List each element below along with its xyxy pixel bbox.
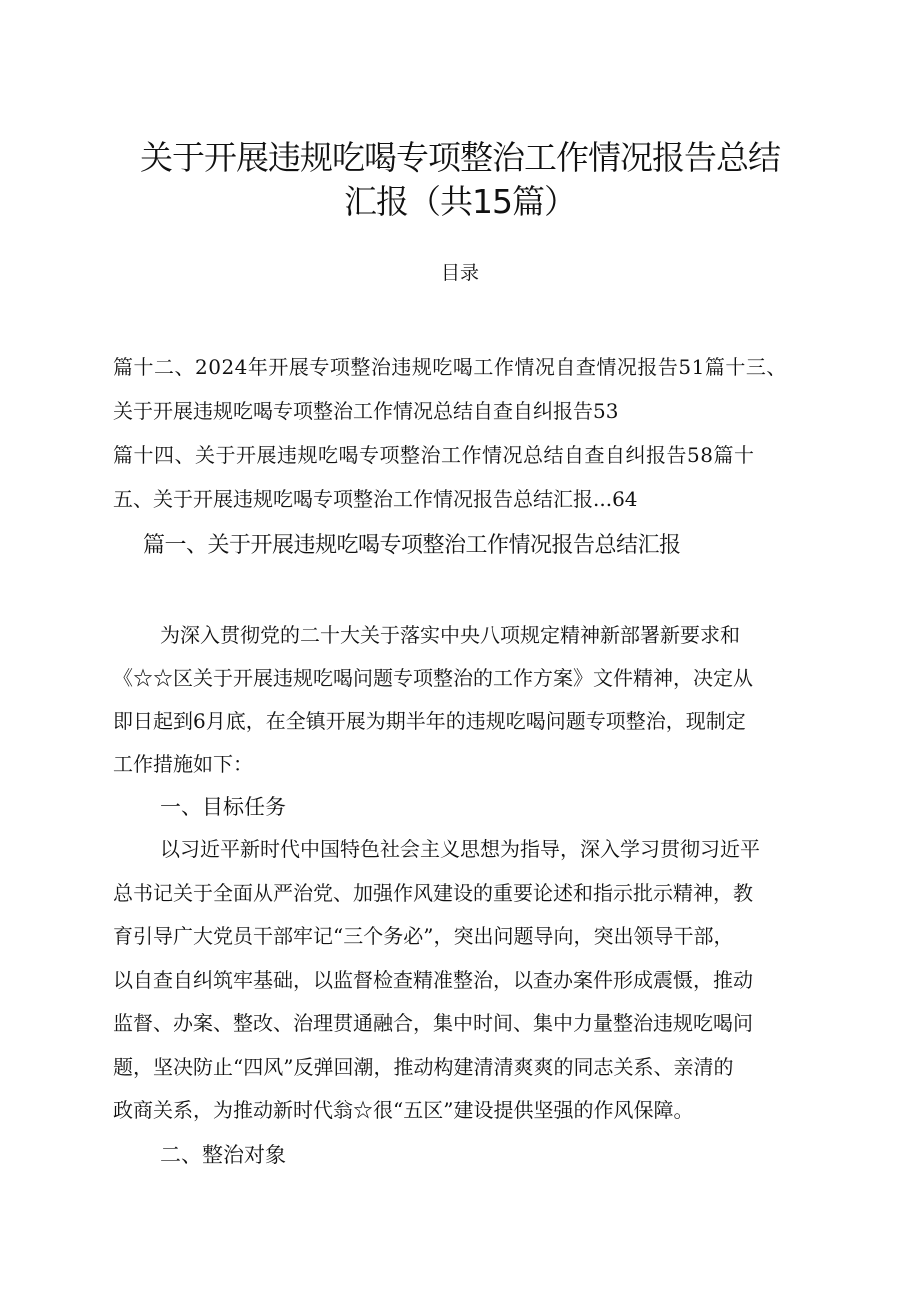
toc-line: 篇十二、2024年开展专项整治违规吃喝工作情况自查情况报告51篇十三、: [113, 355, 787, 379]
intro-line: 即日起到6月底，在全镇开展为期半年的违规吃喝问题专项整治，现制定: [113, 709, 746, 733]
goal-line: 育引导广大党员干部牢记“三个务必”，突出问题导向，突出领导干部，: [113, 924, 734, 948]
goal-line: 以习近平新时代中国特色社会主义思想为指导，深入学习贯彻习近平: [160, 837, 760, 861]
toc-heading: 目录: [440, 262, 479, 284]
goal-line: 题，坚决防止“四风”反弹回潮，推动构建清清爽爽的同志关系、亲清的: [113, 1055, 734, 1079]
document-title-line-1: 关于开展违规吃喝专项整治工作情况报告总结: [140, 138, 780, 177]
goal-line: 政商关系，为推动新时代翁☆很“五区”建设提供坚强的作风保障。: [113, 1098, 694, 1122]
intro-line: 工作措施如下：: [113, 752, 253, 776]
section-title: 篇一、关于开展违规吃喝专项整治工作情况报告总结汇报: [143, 533, 681, 558]
heading-goals: 一、目标任务: [160, 795, 286, 819]
goal-line: 以自查自纠筑牢基础，以监督检查精准整治，以查办案件形成震慑，推动: [113, 968, 753, 992]
document-title-line-2: 汇报（共15篇）: [344, 182, 576, 221]
heading-targets: 二、整治对象: [160, 1143, 286, 1167]
toc-line: 篇十四、关于开展违规吃喝专项整治工作情况总结自查自纠报告58篇十: [113, 443, 755, 467]
goal-line: 监督、办案、整改、治理贯通融合，集中时间、集中力量整治违规吃喝问: [113, 1011, 753, 1035]
toc-line: 五、关于开展违规吃喝专项整治工作情况报告总结汇报...64: [113, 487, 638, 511]
goal-line: 总书记关于全面从严治党、加强作风建设的重要论述和指示批示精神，教: [113, 881, 753, 905]
intro-line: 《☆☆区关于开展违规吃喝问题专项整治的工作方案》文件精神，决定从: [113, 666, 753, 690]
intro-line: 为深入贯彻党的二十大关于落实中央八项规定精神新部署新要求和: [160, 623, 740, 647]
toc-line: 关于开展违规吃喝专项整治工作情况总结自查自纠报告53: [113, 399, 619, 423]
